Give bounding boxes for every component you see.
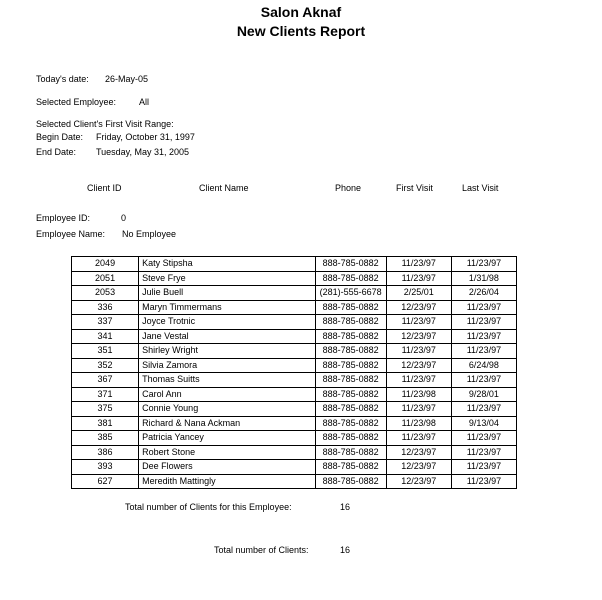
phone-cell: 888-785-0882 bbox=[315, 344, 386, 359]
column-header-client-id: Client ID bbox=[87, 183, 122, 193]
client-id-cell: 375 bbox=[72, 402, 139, 417]
client-id-cell: 341 bbox=[72, 329, 139, 344]
client-id-cell: 2053 bbox=[72, 286, 139, 301]
phone-cell: 888-785-0882 bbox=[315, 474, 386, 489]
last-visit-cell: 11/23/97 bbox=[451, 257, 516, 272]
client-name-cell: Connie Young bbox=[139, 402, 315, 417]
last-visit-cell: 11/23/97 bbox=[451, 460, 516, 475]
client-name-cell: Silvia Zamora bbox=[139, 358, 315, 373]
last-visit-cell: 11/23/97 bbox=[451, 300, 516, 315]
column-header-phone: Phone bbox=[335, 183, 362, 193]
selected-employee-label: Selected Employee: bbox=[36, 97, 117, 107]
first-visit-cell: 11/23/97 bbox=[386, 271, 451, 286]
client-id-cell: 336 bbox=[72, 300, 139, 315]
client-id-cell: 627 bbox=[72, 474, 139, 489]
first-visit-cell: 12/23/97 bbox=[386, 474, 451, 489]
first-visit-cell: 2/25/01 bbox=[386, 286, 451, 301]
phone-cell: 888-785-0882 bbox=[315, 402, 386, 417]
client-name-cell: Julie Buell bbox=[139, 286, 315, 301]
table-row bbox=[72, 257, 517, 272]
client-id-cell: 367 bbox=[72, 373, 139, 388]
client-name-cell: Thomas Suitts bbox=[139, 373, 315, 388]
last-visit-cell: 11/23/97 bbox=[451, 474, 516, 489]
client-name-cell: Meredith Mattingly bbox=[139, 474, 315, 489]
phone-cell: 888-785-0882 bbox=[315, 315, 386, 330]
visit-range-label: Selected Client's First Visit Range: bbox=[36, 119, 174, 129]
table-row bbox=[72, 373, 517, 388]
last-visit-cell: 11/23/97 bbox=[451, 431, 516, 446]
selected-employee-value: All bbox=[139, 97, 150, 107]
grand-total-label: Total number of Clients: bbox=[214, 545, 309, 555]
end-date-label: End Date: bbox=[36, 147, 77, 157]
begin-date-label: Begin Date: bbox=[36, 132, 84, 142]
client-id-cell: 2049 bbox=[72, 257, 139, 272]
last-visit-cell: 11/23/97 bbox=[451, 402, 516, 417]
todays-date-label: Today's date: bbox=[36, 74, 89, 84]
first-visit-cell: 12/23/97 bbox=[386, 300, 451, 315]
phone-cell: 888-785-0882 bbox=[315, 329, 386, 344]
client-id-cell: 371 bbox=[72, 387, 139, 402]
first-visit-cell: 12/23/97 bbox=[386, 460, 451, 475]
client-name-cell: Joyce Trotnic bbox=[139, 315, 315, 330]
client-id-cell: 2051 bbox=[72, 271, 139, 286]
phone-cell: 888-785-0882 bbox=[315, 271, 386, 286]
client-name-cell: Richard & Nana Ackman bbox=[139, 416, 315, 431]
table-row bbox=[72, 402, 517, 417]
phone-cell: 888-785-0882 bbox=[315, 373, 386, 388]
column-header-client-name: Client Name bbox=[199, 183, 249, 193]
column-header-first-visit: First Visit bbox=[396, 183, 433, 193]
last-visit-cell: 11/23/97 bbox=[451, 344, 516, 359]
first-visit-cell: 12/23/97 bbox=[386, 445, 451, 460]
phone-cell: (281)-555-6678 bbox=[315, 286, 386, 301]
phone-cell: 888-785-0882 bbox=[315, 445, 386, 460]
first-visit-cell: 12/23/97 bbox=[386, 358, 451, 373]
client-name-cell: Carol Ann bbox=[139, 387, 315, 402]
phone-cell: 888-785-0882 bbox=[315, 416, 386, 431]
table-row bbox=[72, 315, 517, 330]
end-date-value: Tuesday, May 31, 2005 bbox=[96, 147, 190, 157]
first-visit-cell: 11/23/97 bbox=[386, 373, 451, 388]
company-name: Salon Aknaf bbox=[260, 4, 342, 20]
employee-id-label: Employee ID: bbox=[36, 213, 91, 223]
client-name-cell: Dee Flowers bbox=[139, 460, 315, 475]
client-name-cell: Patricia Yancey bbox=[139, 431, 315, 446]
client-name-cell: Jane Vestal bbox=[139, 329, 315, 344]
employee-name-value: No Employee bbox=[122, 229, 177, 239]
table-row bbox=[72, 460, 517, 475]
clients-table bbox=[71, 256, 517, 489]
table-row bbox=[72, 387, 517, 402]
first-visit-cell: 11/23/98 bbox=[386, 416, 451, 431]
table-row bbox=[72, 329, 517, 344]
last-visit-cell: 9/13/04 bbox=[451, 416, 516, 431]
begin-date-value: Friday, October 31, 1997 bbox=[96, 132, 195, 142]
last-visit-cell: 9/28/01 bbox=[451, 387, 516, 402]
first-visit-cell: 11/23/97 bbox=[386, 315, 451, 330]
table-row bbox=[72, 300, 517, 315]
last-visit-cell: 11/23/97 bbox=[451, 373, 516, 388]
first-visit-cell: 11/23/97 bbox=[386, 344, 451, 359]
client-id-cell: 337 bbox=[72, 315, 139, 330]
employee-name-label: Employee Name: bbox=[36, 229, 106, 239]
first-visit-cell: 11/23/98 bbox=[386, 387, 451, 402]
todays-date-value: 26-May-05 bbox=[105, 74, 149, 84]
report-title: New Clients Report bbox=[236, 23, 366, 39]
client-name-cell: Robert Stone bbox=[139, 445, 315, 460]
table-row bbox=[72, 416, 517, 431]
client-name-cell: Katy Stipsha bbox=[139, 257, 315, 272]
employee-total-label: Total number of Clients for this Employee: bbox=[125, 502, 292, 512]
phone-cell: 888-785-0882 bbox=[315, 358, 386, 373]
client-id-cell: 385 bbox=[72, 431, 139, 446]
table-row bbox=[72, 445, 517, 460]
last-visit-cell: 11/23/97 bbox=[451, 315, 516, 330]
column-header-last-visit: Last Visit bbox=[462, 183, 499, 193]
first-visit-cell: 11/23/97 bbox=[386, 431, 451, 446]
phone-cell: 888-785-0882 bbox=[315, 431, 386, 446]
table-row bbox=[72, 271, 517, 286]
last-visit-cell: 11/23/97 bbox=[451, 445, 516, 460]
phone-cell: 888-785-0882 bbox=[315, 257, 386, 272]
client-id-cell: 351 bbox=[72, 344, 139, 359]
last-visit-cell: 11/23/97 bbox=[451, 329, 516, 344]
first-visit-cell: 12/23/97 bbox=[386, 329, 451, 344]
table-row bbox=[72, 358, 517, 373]
client-id-cell: 393 bbox=[72, 460, 139, 475]
table-row bbox=[72, 286, 517, 301]
last-visit-cell: 6/24/98 bbox=[451, 358, 516, 373]
phone-cell: 888-785-0882 bbox=[315, 460, 386, 475]
client-name-cell: Steve Frye bbox=[139, 271, 315, 286]
client-name-cell: Maryn Timmermans bbox=[139, 300, 315, 315]
last-visit-cell: 2/26/04 bbox=[451, 286, 516, 301]
client-id-cell: 352 bbox=[72, 358, 139, 373]
client-id-cell: 381 bbox=[72, 416, 139, 431]
phone-cell: 888-785-0882 bbox=[315, 300, 386, 315]
client-id-cell: 386 bbox=[72, 445, 139, 460]
employee-total-value: 16 bbox=[340, 502, 351, 512]
first-visit-cell: 11/23/97 bbox=[386, 257, 451, 272]
first-visit-cell: 11/23/97 bbox=[386, 402, 451, 417]
table-row bbox=[72, 344, 517, 359]
phone-cell: 888-785-0882 bbox=[315, 387, 386, 402]
last-visit-cell: 1/31/98 bbox=[451, 271, 516, 286]
table-row bbox=[72, 431, 517, 446]
grand-total-value: 16 bbox=[340, 545, 351, 555]
clients-table-body bbox=[72, 257, 517, 489]
table-row bbox=[72, 474, 517, 489]
employee-id-value: 0 bbox=[121, 213, 127, 223]
client-name-cell: Shirley Wright bbox=[139, 344, 315, 359]
